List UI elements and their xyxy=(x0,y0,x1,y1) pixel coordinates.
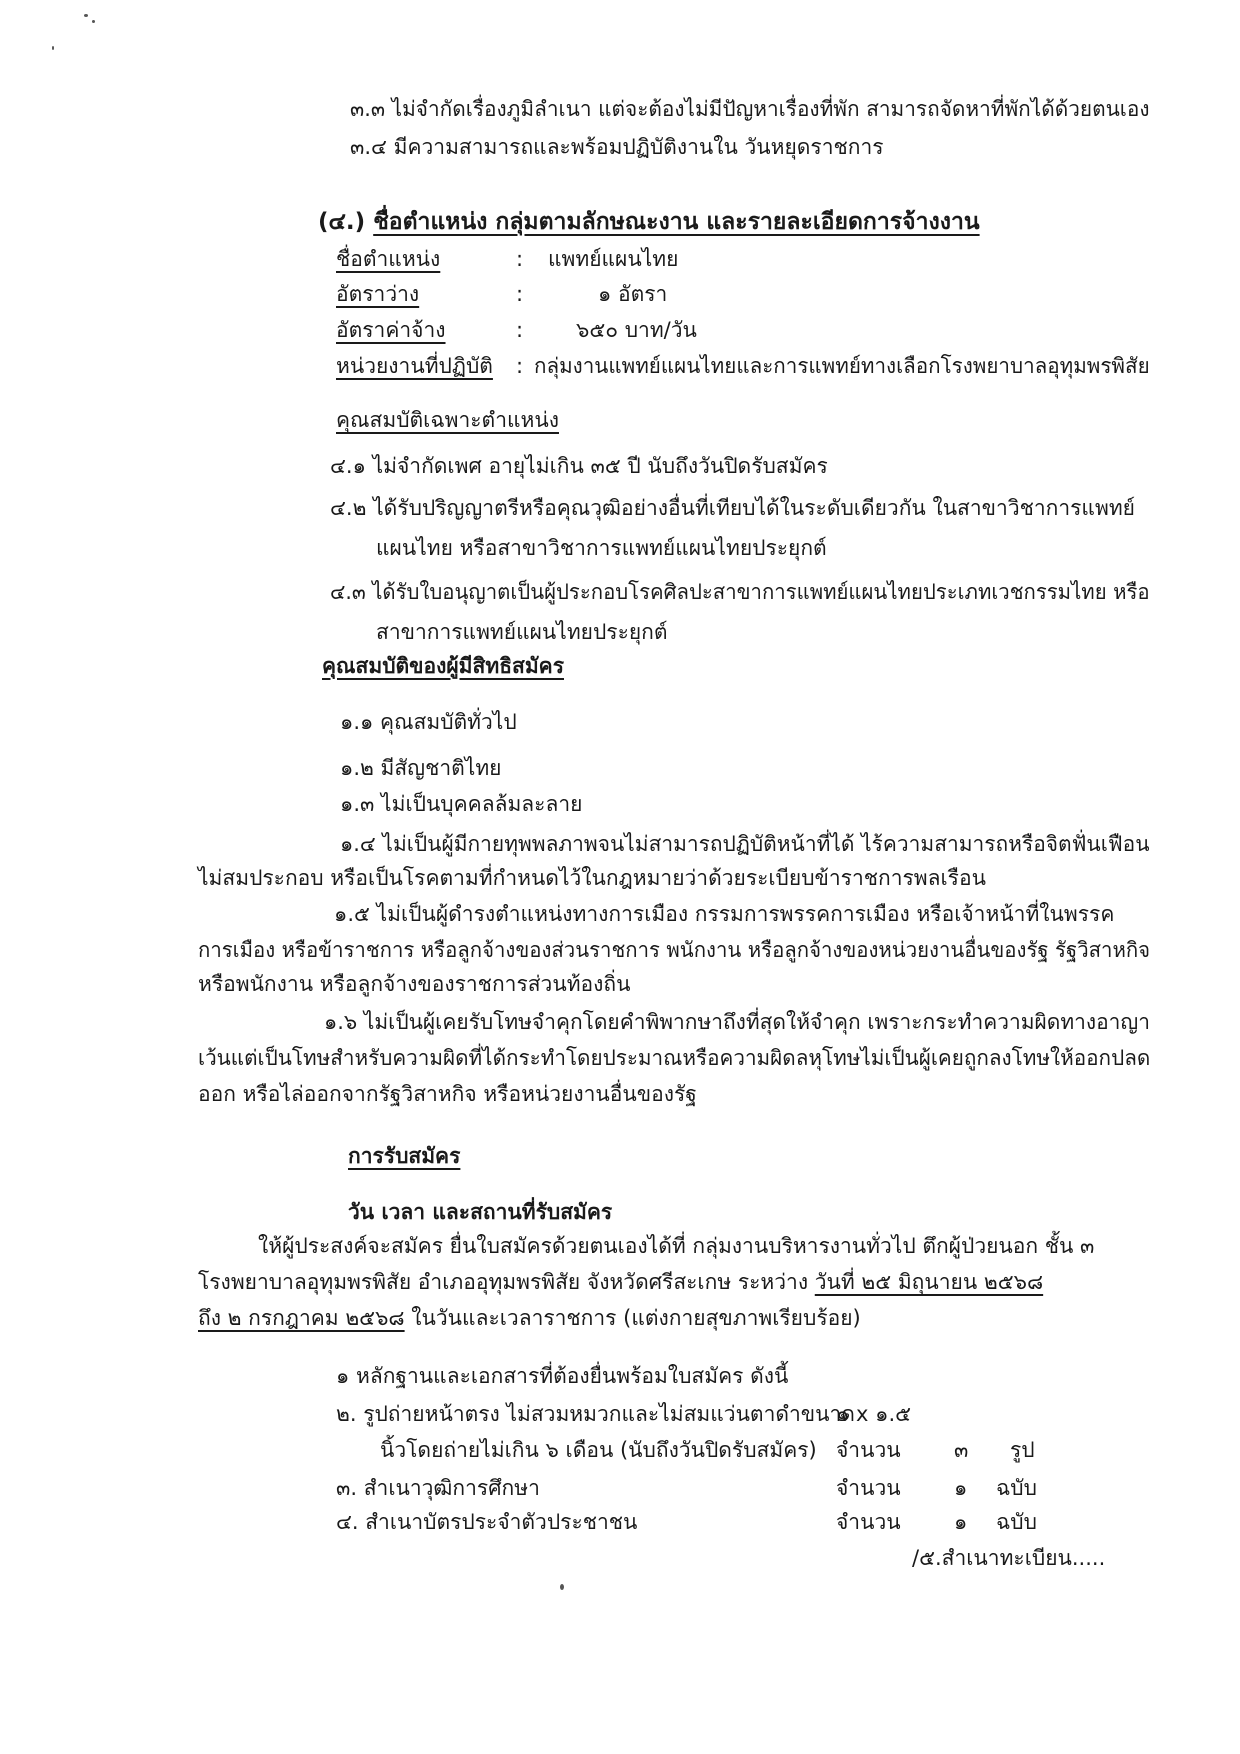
scan-speck xyxy=(84,14,88,17)
application-start-date: วันที่ ๒๕ มิถุนายน ๒๕๖๘ xyxy=(814,1270,1044,1294)
document-photo-line2: นิ้วโดยถ่ายไม่เกิน ๖ เดือน (นับถึงวันปิดรับสมัคร) xyxy=(380,1438,817,1462)
section-4-heading xyxy=(318,208,980,236)
application-paragraph-line2 xyxy=(198,1268,1043,1296)
qualification-4-1: ๔.๑ ไม่จำกัดเพศ อายุไม่เกิน ๓๕ ปี นับถึงวันปิดรับสมัคร xyxy=(330,454,828,478)
item-3-3: ๓.๓ ไม่จำกัดเรื่องภูมิลำเนา แต่จะต้องไม่มีปัญหาเรื่องที่พัก สามารถจัดหาที่พักได้ด้วยตนเอง xyxy=(350,97,1150,121)
application-heading: การรับสมัคร xyxy=(348,1144,461,1168)
qualification-1-2: ๑.๒ มีสัญชาติไทย xyxy=(340,756,502,780)
qualification-1-6-line3: ออก หรือไล่ออกจากรัฐวิสาหกิจ หรือหน่วยงานอื่นของรัฐ xyxy=(198,1082,697,1106)
document-item-id-card: ๔. สำเนาบัตรประจำตัวประชาชน xyxy=(336,1510,638,1534)
field-label-position: ชื่อตำแหน่ง xyxy=(336,247,441,271)
document-qty: ๓ xyxy=(954,1438,969,1462)
document-qty-label: จำนวน xyxy=(836,1476,901,1500)
document-unit: ฉบับ xyxy=(996,1476,1037,1500)
item-3-4: ๓.๔ มีความสามารถและพร้อมปฏิบัติงานใน วันหยุดราชการ xyxy=(350,135,884,159)
qualification-1-4-line1: ๑.๔ ไม่เป็นผู้มีกายทุพพลภาพจนไม่สามารถปฏิบัติหน้าที่ได้ ไร้ความสามารถหรือจิตฟั่นเฟือน xyxy=(340,832,1150,856)
qualification-1-1: ๑.๑ คุณสมบัติทั่วไป xyxy=(340,710,517,734)
applicant-qualifications-heading: คุณสมบัติของผู้มีสิทธิสมัคร xyxy=(322,654,564,678)
continuation-note: /๕.สำเนาทะเบียน..... xyxy=(912,1546,1106,1570)
field-label-vacancy: อัตราว่าง xyxy=(336,282,420,306)
document-item-transcript: ๓. สำเนาวุฒิการศึกษา xyxy=(336,1476,540,1500)
document-photo-size: ๑ x ๑.๕ xyxy=(836,1402,912,1426)
application-paragraph-line1: ให้ผู้ประสงค์จะสมัคร ยื่นใบสมัครด้วยตนเองได้ที่ กลุ่มงานบริหารงานทั่วไป ตึกผู้ป่วยนอก ชั้น ๓ xyxy=(258,1234,1095,1258)
application-end-date: ถึง ๒ กรกฎาคม ๒๕๖๘ xyxy=(198,1306,405,1330)
qualification-1-4-line2: ไม่สมประกอบ หรือเป็นโรคตามที่กำหนดไว้ในกฎหมายว่าด้วยระเบียบข้าราชการพลเรือน xyxy=(198,866,986,890)
field-value-position: แพทย์แผนไทย xyxy=(548,247,679,271)
qualification-4-2-line2: แผนไทย หรือสาขาวิชาการแพทย์แผนไทยประยุกต์ xyxy=(376,536,827,560)
field-colon: : xyxy=(516,247,524,271)
field-label-wage: อัตราค่าจ้าง xyxy=(336,318,446,342)
document-qty: ๑ xyxy=(954,1510,968,1534)
document-unit: รูป xyxy=(1010,1438,1035,1462)
document-qty-label: จำนวน xyxy=(836,1510,901,1534)
position-qualifications-heading: คุณสมบัติเฉพาะตำแหน่ง xyxy=(336,408,559,432)
qualification-1-5-line3: หรือพนักงาน หรือลูกจ้างของราชการส่วนท้องถิ่น xyxy=(198,972,631,996)
qualification-1-5-line1: ๑.๕ ไม่เป็นผู้ดำรงตำแหน่งทางการเมือง กรรมการพรรคการเมือง หรือเจ้าหน้าที่ในพรรค xyxy=(334,902,1115,926)
field-colon: : xyxy=(516,354,524,378)
documents-intro: ๑ หลักฐานและเอกสารที่ต้องยื่นพร้อมใบสมัคร ดังนี้ xyxy=(336,1364,789,1388)
field-label-department: หน่วยงานที่ปฏิบัติ xyxy=(336,354,493,378)
qualification-1-5-line2: การเมือง หรือข้าราชการ หรือลูกจ้างของส่วนราชการ พนักงาน หรือลูกจ้างของหน่วยงานอื่นของรัฐ รัฐวิสาหกิจ xyxy=(198,938,1151,962)
qualification-4-3-line2: สาขาการแพทย์แผนไทยประยุกต์ xyxy=(376,620,668,644)
application-hours: ในวันและเวลาราชการ (แต่งกายสุขภาพเรียบร้อย) xyxy=(404,1306,861,1330)
qualification-4-2-line1: ๔.๒ ได้รับปริญญาตรีหรือคุณวุฒิอย่างอื่นที่เทียบได้ในระดับเดียวกัน ในสาขาวิชาการแพทย์ xyxy=(330,496,1135,520)
qualification-1-6-line1: ๑.๖ ไม่เป็นผู้เคยรับโทษจำคุกโดยคำพิพากษาถึงที่สุดให้จำคุก เพราะกระทำความผิดทางอาญา xyxy=(324,1010,1151,1034)
qualification-1-6-line2: เว้นแต่เป็นโทษสำหรับความผิดที่ได้กระทำโดยประมาณหรือความผิดลหุโทษไม่เป็นผู้เคยถูกลงโทษให้ออกปลด xyxy=(198,1046,1151,1070)
application-paragraph-line3 xyxy=(198,1304,861,1332)
field-value-department: กลุ่มงานแพทย์แผนไทยและการแพทย์ทางเลือกโรงพยาบาลอุทุมพรพิสัย xyxy=(534,354,1150,378)
document-qty: ๑ xyxy=(954,1476,968,1500)
scan-speck xyxy=(560,1584,564,1590)
section-4-number: (๔.) xyxy=(318,209,366,235)
application-subheading: วัน เวลา และสถานที่รับสมัคร xyxy=(348,1200,613,1224)
document-qty-label: จำนวน xyxy=(836,1438,901,1462)
field-colon: : xyxy=(516,282,524,306)
scan-speck xyxy=(52,46,54,50)
field-colon: : xyxy=(516,318,524,342)
document-unit: ฉบับ xyxy=(996,1510,1037,1534)
qualification-4-3-line1: ๔.๓ ได้รับใบอนุญาตเป็นผู้ประกอบโรคศิลปะสาขาการแพทย์แผนไทยประเภทเวชกรรมไทย หรือ xyxy=(330,580,1150,604)
section-4-title: ชื่อตำแหน่ง กลุ่มตามลักษณะงาน และรายละเอียดการจ้างงาน xyxy=(373,209,980,235)
qualification-1-3: ๑.๓ ไม่เป็นบุคคลล้มละลาย xyxy=(340,792,583,816)
application-location: โรงพยาบาลอุทุมพรพิสัย อำเภออุทุมพรพิสัย จังหวัดศรีสะเกษ ระหว่าง xyxy=(198,1270,815,1294)
document-photo-line1: ๒. รูปถ่ายหน้าตรง ไม่สวมหมวกและไม่สมแว่นตาดำขนาด xyxy=(336,1402,855,1426)
field-value-wage: ๖๕๐ บาท/วัน xyxy=(576,318,697,342)
field-value-vacancy: ๑ อัตรา xyxy=(598,282,668,306)
scan-speck xyxy=(92,20,95,23)
